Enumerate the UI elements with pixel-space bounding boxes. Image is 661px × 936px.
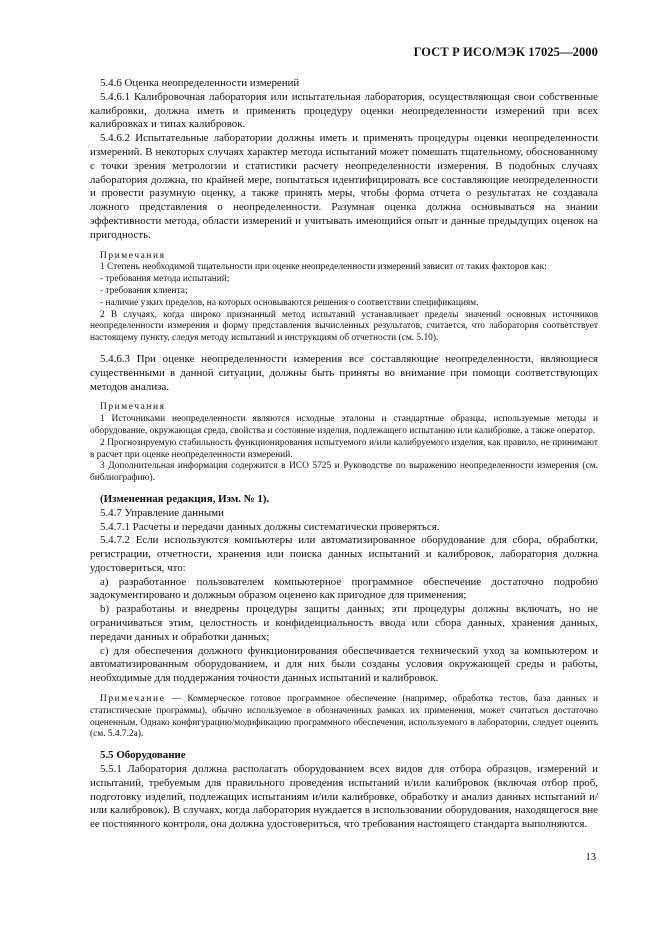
- notes-heading-1: Примечания: [100, 250, 166, 261]
- page-number: 13: [585, 852, 596, 863]
- note-1-bullet-1: - требования метода испытаний;: [100, 274, 230, 285]
- paragraph-5471: 5.4.7.1 Расчеты и передачи данных должны систематически проверяться.: [100, 520, 440, 533]
- list-item-5472-c: c) для обеспечения должного функционирования обеспечивается технический уход за компьютером и автоматизированным оборудованием, и для них были созданы условия окружающей среды и работы, необходимые для поддержания точности данных испытаний и калибровок.: [90, 644, 598, 685]
- note-1-2: 2 В случаях, когда широко признанный метод испытаний устанавливает пределы значений основных источников неопределенности измерения и форму представления вычисленных результатов, считается, что лаборатория соответствует настоящему пункту, следуя методу испытаний и инструкциям об отчетности (см. 5.10).: [90, 309, 598, 344]
- document-header: ГОСТ Р ИСО/МЭК 17025—2000: [413, 45, 598, 59]
- notes-block-1: [90, 251, 598, 345]
- list-item-5472-b: b) разработаны и внедрены процедуры защиты данных; эти процедуры должны включать, но не ограничиваться этим, целостность и конфиденциальность ввода или сбора данных, хранения данных, передачи данных и обработки данных;: [90, 603, 598, 643]
- list-item-5472-a: a) разработанное пользователем компьютерное программное обеспечение достаточно подробно задокументировано и должным образом оценено как пригодное для применения;: [90, 575, 598, 602]
- note-3-text: — Коммерческое готовое программное обеспечение (например, обработка тестов, база данных и статистические программы), обычно используемое в обозначенных рамках их применения, может считаться достаточно оцененным. Однако конфигурацию/модификацию программного обеспечения, используемого в лаборатории, следует оценить (см. 5.4.7.2a).: [90, 694, 598, 740]
- paragraph-5463: 5.4.6.3 При оценке неопределенности измерения все составляющие неопределенности, являющиеся существенными в данной ситуации, должны быть приняты во внимание при помощи соответствующих методов анализа.: [90, 352, 598, 393]
- document-body: [90, 77, 598, 832]
- paragraph-5462: 5.4.6.2 Испытательные лаборатории должны иметь и применять процедуры оценки неопределенности измерений. В некоторых случаях характер метода испытаний может помешать тщательному, обоснованному с точки зрения метрологии и статистики расчету неопределенности измерения. В подобных случаях лаборатория должна, по крайней мере, попытаться идентифицировать все составляющие неопределенности и провести разумную оценку, а также принять меры, чтобы форма отчета о результатах не создавала ложного представления о неопределенности. Разумная оценка должна основываться на знании эффективности метода, области измерений и учитывать имеющийся опыт и данные предыдущих оценок на пригодность.: [90, 132, 598, 241]
- note-1-bullet-2: - требования клиента;: [100, 285, 188, 296]
- paragraph-5472: 5.4.7.2 Если используются компьютеры или автоматизированное оборудование для сбора, обработки, регистрации, отчетности, хранения или поиска данных испытаний и калибровок, лаборатория должна удостовериться, что:: [90, 534, 598, 574]
- note-1-bullet-3: - наличие узких пределов, на которых основываются решения о соответствии спецификациям.: [100, 297, 479, 308]
- section-546-title: 5.4.6 Оценка неопределенности измерений: [100, 77, 300, 89]
- note-2-3: 3 Дополнительная информация содержится в ИСО 5725 и Руководстве по выражению неопределенности измерения (см. библиографию).: [90, 461, 598, 484]
- section-55-title: 5.5 Оборудование: [100, 749, 186, 762]
- paragraph-551: 5.5.1 Лаборатория должна располагать оборудованием всех видов для отбора образцов, измерений и испытаний, требуемым для правильного проведения испытаний и/или калибровок (включая отбор проб, подготовку изделий, подлежащих испытаниям и/или калибровке, обработку и анализ данных испытаний и/или калибровок). В случаях, когда лаборатория нуждается в использовании оборудования, находящегося вне ее постоянного контроля, она должна удостовериться, что требования настоящего стандарта выполняются.: [90, 763, 598, 831]
- note-2-1: 1 Источниками неопределенности являются исходные эталоны и стандартные образцы, используемые методы и оборудование, окружающая среда, свойства и состояние изделия, подлежащего испытанию или калибровке, а также оператор.: [90, 414, 598, 436]
- notes-block-2: [90, 402, 598, 485]
- note-3: [90, 694, 598, 741]
- revision-note: (Измененная редакция, Изм. № 1).: [100, 492, 270, 505]
- note-3-label: Примечание: [100, 694, 166, 705]
- paragraph-5461: 5.4.6.1 Калибровочная лаборатория или испытательная лаборатория, осуществляющая свои собственные калибровки, должна иметь и применять процедуру оценки неопределенности измерений при всех калибровках и типах калибровок.: [90, 90, 598, 131]
- note-2-2: 2 Прогнозируемую стабильность функционирования испытуемого и/или калибруемого изделия, как правило, не принимают в расчет при оценке неопределенности измерений.: [90, 437, 598, 460]
- document-page: [90, 44, 598, 924]
- notes-heading-2: Примечания: [100, 402, 166, 413]
- note-block-3: [90, 694, 598, 741]
- section-547-title: 5.4.7 Управление данными: [100, 506, 224, 519]
- note-1-1: 1 Степень необходимой тщательности при оценке неопределенности измерений зависит от таких факторов как:: [100, 262, 547, 273]
